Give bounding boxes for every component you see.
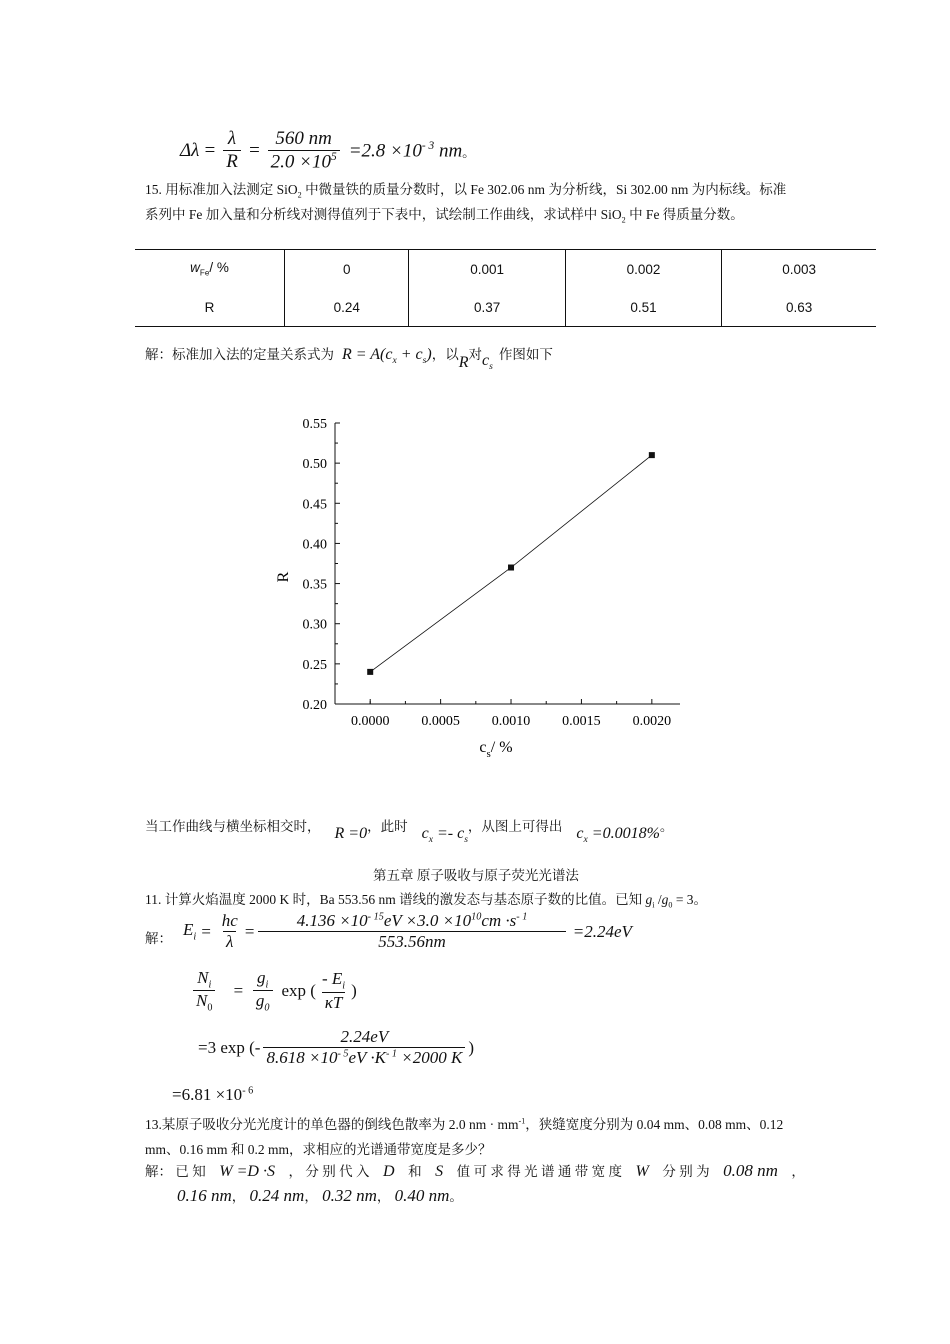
y-tick-label: 0.25 bbox=[302, 657, 327, 673]
delta-lambda: Δλ bbox=[180, 139, 200, 161]
quant-formula: $R = A(c_x + c_s)$ bbox=[342, 346, 432, 367]
y-tick-label: 0.50 bbox=[302, 457, 327, 473]
y-tick-label: 0.30 bbox=[302, 617, 327, 633]
q11-eq1: $E_i$ = $\frac{hc}{\lambda}$ = $\frac{4.136 \times 10^{- 15}eV \times 3.0 \times 10^{10}cm \cdot s^{- 1}}{553.56nm}$ =2.24eV bbox=[183, 911, 632, 951]
data-point bbox=[508, 565, 514, 571]
data-table bbox=[135, 249, 876, 327]
calibration-chart bbox=[260, 405, 700, 775]
x-axis-label: $c_s/$ % bbox=[479, 739, 513, 760]
table-header-w: $w_{Fe}/$ % bbox=[135, 250, 285, 289]
chapter-title: 第五章 原子吸收与原子荧光光谱法 bbox=[373, 868, 579, 883]
q15-line1: 15. 用标准加入法测定 SiO$_2$ 中微量铁的质量分数时，以 Fe 302.06 nm 为分析线，Si 302.00 nm 为内标线。标准 bbox=[145, 182, 787, 200]
x-tick-label: 0.0015 bbox=[562, 714, 601, 729]
q11-sol-label: 解： bbox=[145, 931, 172, 946]
table-cell: 0 bbox=[285, 250, 409, 289]
x-tick-label: 0.0000 bbox=[350, 714, 390, 729]
q11-final: $=6.81 \times 10^{- 6}$ bbox=[172, 1085, 254, 1104]
q13-line1: 13.某原子吸收分光光度计的单色器的倒线色散率为 2.0 nm · $mm^{-1}$，狭缝宽度分别为 0.04 mm、0.08 mm、0.12 bbox=[145, 1116, 784, 1132]
q13-sol-line2: 0.16 nm， 0.24 nm， 0.32 nm， 0.40 nm。 bbox=[177, 1186, 463, 1205]
table-cell: 0.003 bbox=[722, 250, 876, 289]
y-tick-label: 0.45 bbox=[302, 497, 327, 513]
y-tick-label: 0.55 bbox=[302, 417, 327, 432]
x-tick-label: 0.0005 bbox=[421, 714, 460, 729]
table-row bbox=[135, 250, 876, 289]
data-point bbox=[367, 669, 373, 675]
y-tick-label: 0.20 bbox=[302, 698, 327, 713]
q11-eq2: $\frac{N_i}{N_0}$ = $\frac{g_i}{g_0}$ exp ( $\frac{- E_i}{\kappa T}$ ) bbox=[190, 968, 357, 1014]
table-row bbox=[135, 288, 876, 327]
table-header-R: R bbox=[135, 288, 285, 327]
y-tick-label: 0.35 bbox=[302, 577, 327, 593]
fraction-lambda-over-R: $\frac{\lambda}{R}$ bbox=[223, 128, 241, 173]
q11-eq3: =3 exp (- $\frac{2.24eV}{8.618 \times 10^{- 5}eV \cdot K^{- 1} \times 2000 K}$ ) bbox=[198, 1027, 474, 1067]
q15-line2: 系列中 Fe 加入量和分析线对测得值列于下表中，试绘制工作曲线，求试样中 SiO$_2$ 中 Fe 得质量分数。 bbox=[145, 207, 744, 225]
table-cell: 0.51 bbox=[565, 288, 721, 327]
table-cell: 0.001 bbox=[409, 250, 565, 289]
data-point bbox=[649, 452, 655, 458]
table-cell: 0.002 bbox=[565, 250, 721, 289]
sol15-line: 解：标准加入法的定量关系式为 $R = A(c_x + c_s)$ ，以 R 对 $c_s$ 作图如下 bbox=[145, 346, 553, 373]
y-tick-label: 0.40 bbox=[302, 537, 327, 553]
table-cell: 0.37 bbox=[409, 288, 565, 327]
q13-sol-line1: 解： 已 知 W =D ·S ， 分 别 代 入 D 和 S 值 可 求 得 光 谱 通 带 宽 度 W 分 别 为 0.08 nm ， bbox=[145, 1161, 805, 1180]
intersect-line: 当工作曲线与横坐标相交时， R =0 ，此时 $c_x =- c_s$ ，从图上可得出 $c_x =0.0018\%$ 。 bbox=[145, 819, 674, 846]
fraction-560-over-r: $\frac{560 nm}{2.0 \times 10^5}$ bbox=[268, 128, 340, 173]
top-equation: Δλ = $\frac{\lambda}{R}$ = $\frac{560 nm}{2.0 \times 10^5}$ $=2.8 \times 10^{- 3}$ nm 。 bbox=[180, 128, 476, 173]
q13-line2: mm、0.16 mm 和 0.2 mm，求相应的光谱通带宽度是多少？ bbox=[145, 1142, 492, 1157]
table-cell: 0.63 bbox=[722, 288, 876, 327]
q11-question: 11. 计算火焰温度 2000 K 时，Ba 553.56 nm 谱线的激发态与基态原子数的比值。已知 $g_i$ $/g_0 = 3$。 bbox=[145, 892, 708, 910]
x-tick-label: 0.0020 bbox=[632, 714, 672, 729]
x-tick-label: 0.0010 bbox=[491, 714, 531, 729]
y-axis-label: R bbox=[275, 571, 292, 583]
table-cell: 0.24 bbox=[285, 288, 409, 327]
series-line bbox=[370, 455, 652, 672]
